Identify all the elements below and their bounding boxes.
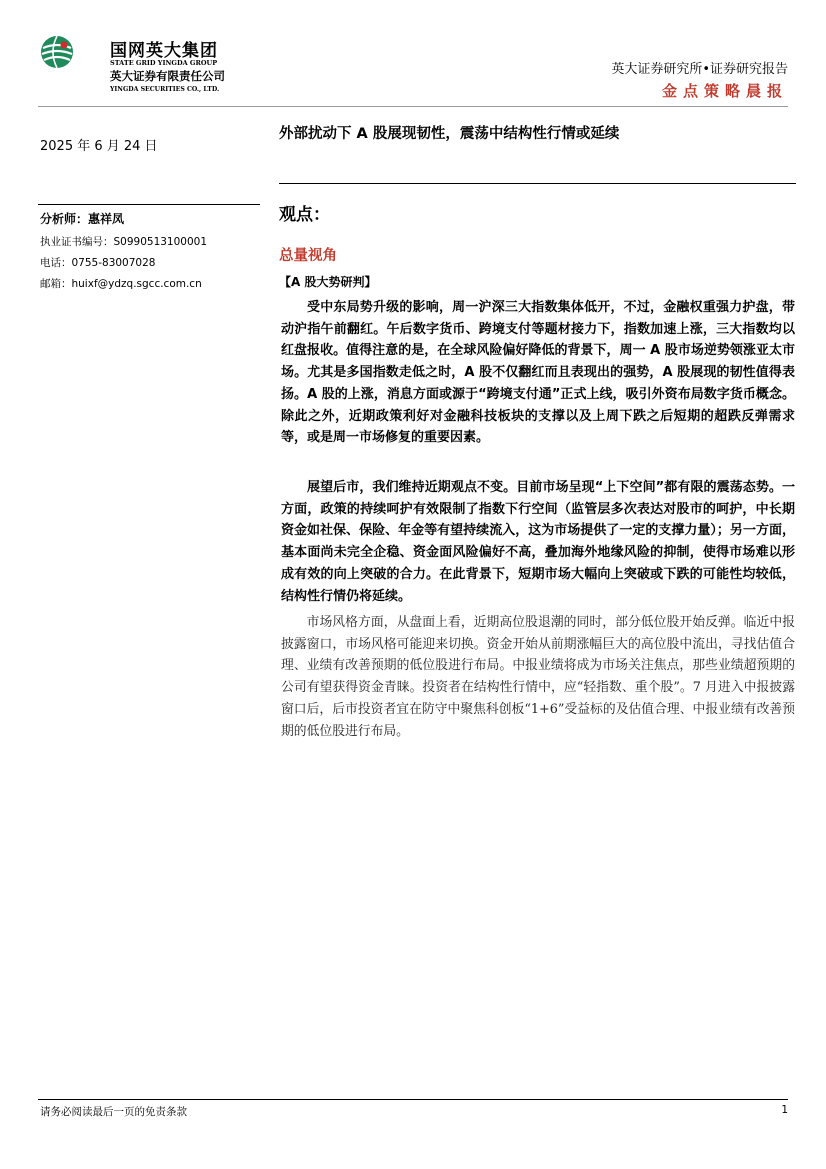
footer-divider <box>38 1099 788 1100</box>
company-name-en: YINGDA SECURITIES CO., LTD. <box>110 86 220 93</box>
email: 邮箱：huixf@ydzq.sgcc.com.cn <box>40 278 202 290</box>
report-date: 2025 年 6 月 24 日 <box>40 139 158 154</box>
section-heading: 总量视角 <box>279 248 337 264</box>
institute-label: 英大证券研究所•证券研究报告 <box>611 62 788 77</box>
left-divider <box>38 204 260 205</box>
title-divider <box>279 183 796 184</box>
page-number: 1 <box>781 1104 788 1116</box>
analyst-name: 分析师：惠祥凤 <box>40 212 125 226</box>
sub-heading: 【A 股大势研判】 <box>279 275 377 289</box>
group-name-en: STATE GRID YINGDA GROUP <box>110 59 218 67</box>
disclaimer-note: 请务必阅读最后一页的免责条款 <box>40 1106 187 1118</box>
report-series-title: 金点策略晨报 <box>661 82 788 100</box>
header-divider <box>38 106 788 107</box>
paragraph-2: 展望后市，我们维持近期观点不变。目前市场呈现“上下空间”都有限的震荡态势。一方面，政策的持续呵护有效限制了指数下行空间（监管层多次表达对股市的呵护，中长期资金如社保、保险、年金等有望持续流入，这为市场提供了一定的支撑力量）；另一方面，基本面尚未完全企稳、资金面风险偏好不高，叠加海外地缘风险的抑制，使得市场难以形成有效的向上突破的合力。在此背景下，短期市场大幅向上突破或下跌的可能性均较低，结构性行情仍将延续。 <box>281 480 795 604</box>
report-title: 外部扰动下 A 股展现韧性，震荡中结构性行情或延续 <box>279 126 620 142</box>
paragraph-3: 市场风格方面，从盘面上看，近期高位股退潮的同时，部分低位股开始反弹。临近中报披露窗口，市场风格可能迎来切换。资金开始从前期涨幅巨大的高位股中流出，寻找估值合理、业绩有改善预期的低位股进行布局。中报业绩将成为市场关注焦点，那些业绩超预期的公司有望获得资金青睐。投资者在结构性行情中，应“轻指数、重个股”。7 月进入中报披露窗口后，后市投资者宜在防守中聚焦科创板“1+6”受益标的及估值合理、中报业绩有改善预期的低位股进行布局。 <box>281 615 795 739</box>
phone: 电话：0755-83007028 <box>40 257 156 269</box>
cert-number: 执业证书编号：S0990513100001 <box>40 236 208 248</box>
view-heading: 观点： <box>279 205 330 225</box>
company-name-cn: 英大证券有限责任公司 <box>110 69 225 83</box>
globe-logo-icon <box>40 35 74 69</box>
paragraph-1: 受中东局势升级的影响，周一沪深三大指数集体低开，不过，金融权重强力护盘，带动沪指午前翻红。午后数字货币、跨境支付等题材接力下，指数加速上涨，三大指数均以红盘报收。值得注意的是，在全球风险偏好降低的背景下，周一 A 股市场逆势领涨亚太市场。尤其是多国指数走低之时，A 股不仅翻红而且表现出的强势，A 股展现的韧性值得表扬。A 股的上涨，消息方面或源于“跨境支付通”正式上线，吸引外资布局数字货币概念。除此之外，近期政策利好对金融科技板块的支撑以及上周下跌之后短期的超跌反弹需求等，或是周一市场修复的重要因素。 <box>281 300 795 446</box>
group-name-cn: 国网英大集团 <box>110 41 218 61</box>
